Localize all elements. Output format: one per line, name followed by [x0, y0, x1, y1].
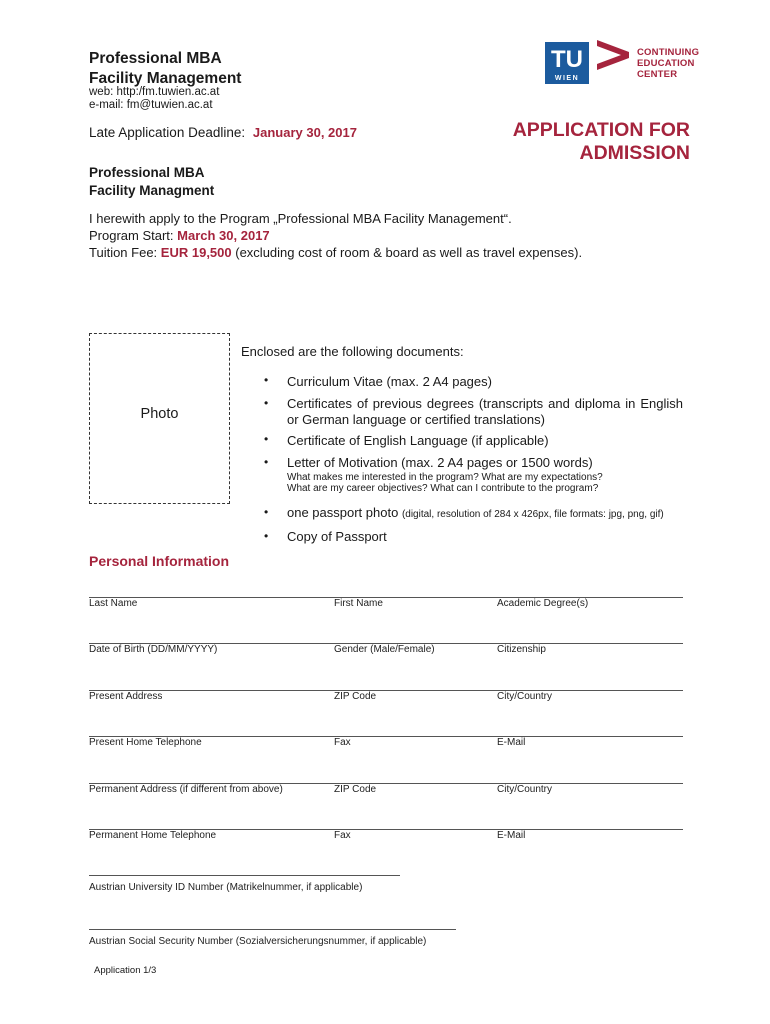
form-row-line[interactable] [89, 690, 683, 691]
form-field-label: Citizenship [497, 644, 546, 656]
bullet: • [264, 455, 269, 469]
logo-text-line-2: EDUCATION [637, 58, 695, 69]
logo-mark-top: TU [551, 46, 583, 73]
motivation-note-1: What makes me interested in the program? What are my expectations? [287, 472, 603, 483]
form-field-label: Permanent Address (if different from above) [89, 783, 283, 795]
form-field-label: Date of Birth (DD/MM/YYYY) [89, 644, 218, 656]
form-field-label: Present Address [89, 690, 163, 702]
form-field-label: ZIP Code [334, 690, 377, 702]
application-title-line-1: APPLICATION FOR [512, 119, 690, 141]
motivation-note-2: What are my career objectives? What can I contribute to the program? [287, 483, 599, 494]
logo-text-line-3: CENTER [637, 69, 678, 80]
documents-heading: Enclosed are the following documents: [241, 344, 464, 359]
social-security-label: Austrian Social Security Number (Sozialversicherungsnummer, if applicable) [89, 936, 427, 947]
title-line-2: Facility Management [89, 70, 242, 87]
email-link[interactable]: e-mail: fm@tuwien.ac.at [89, 99, 213, 111]
doc-item-motivation [287, 455, 683, 494]
bullet: • [264, 505, 269, 519]
application-title [480, 119, 690, 165]
web-link[interactable]: web: http:/fm.tuwien.ac.at [89, 86, 220, 98]
deadline-label: Late Application Deadline: [89, 125, 246, 140]
form-field-label: City/Country [497, 690, 553, 702]
application-title-line-2: ADMISSION [579, 142, 690, 164]
program-title-line-1: Professional MBA [89, 165, 205, 180]
title-line-1: Professional MBA [89, 50, 222, 67]
form-field-label: Last Name [89, 598, 138, 609]
page-footer: Application 1/3 [94, 965, 157, 976]
tu-wien-logo [545, 38, 710, 88]
social-security-line[interactable] [89, 929, 456, 930]
doc-item-photo [287, 505, 717, 523]
doc-item-photo-text: one passport photo [287, 505, 399, 520]
doc-item-passport: Copy of Passport [287, 529, 387, 544]
tuition-fee-label: Tuition Fee: [89, 245, 158, 260]
form-field-label: Permanent Home Telephone [89, 830, 217, 841]
apply-statement: I herewith apply to the Program „Professional MBA Facility Management“. [89, 211, 512, 226]
form-field-label: Gender (Male/Female) [334, 644, 435, 656]
form-field-label: ZIP Code [334, 783, 377, 795]
logo-text [637, 47, 699, 80]
form-field-label: Present Home Telephone [89, 737, 202, 749]
bullet: • [264, 432, 269, 446]
program-intro [89, 210, 582, 261]
logo-text-line-1: CONTINUING [637, 47, 700, 58]
university-id-line[interactable] [89, 875, 400, 876]
tuition-fee-note: (excluding cost of room & board as well as travel expenses). [235, 245, 583, 260]
document-title [89, 49, 241, 89]
program-title [89, 164, 214, 200]
tuition-fee-value: EUR 19,500 [160, 245, 232, 260]
form-field-label: Fax [334, 737, 351, 749]
program-start-label: Program Start: [89, 228, 174, 243]
program-start-value: March 30, 2017 [177, 228, 270, 243]
form-row-line[interactable] [89, 597, 683, 598]
university-id-label: Austrian University ID Number (Matrikelnummer, if applicable) [89, 882, 363, 893]
form-field-label: Academic Degree(s) [497, 598, 589, 609]
bullet: • [264, 373, 269, 387]
deadline [89, 125, 357, 140]
tu-wien-logo-mark-icon [545, 38, 637, 88]
logo-mark-bottom: WIEN [554, 75, 580, 82]
doc-item-motivation-text: Letter of Motivation (max. 2 A4 pages or 1500 words) [287, 455, 593, 470]
doc-item-certificates: Certificates of previous degrees (transcripts and diploma in English or German language or certified translations) [287, 396, 683, 427]
tuition-fee [89, 244, 582, 261]
bullet: • [264, 396, 269, 410]
form-field-label: Fax [334, 830, 351, 841]
doc-item-photo-note: (digital, resolution of 284 x 426px, file formats: jpg, png, gif) [401, 509, 664, 520]
doc-item-english: Certificate of English Language (if applicable) [287, 433, 549, 448]
personal-info-heading: Personal Information [89, 553, 230, 569]
bullet: • [264, 529, 269, 543]
form-field-label: City/Country [497, 783, 553, 795]
deadline-value: January 30, 2017 [252, 125, 357, 140]
doc-item-cv: Curriculum Vitae (max. 2 A4 pages) [287, 374, 492, 389]
form-field-label: First Name [334, 598, 383, 609]
form-field-label: E-Mail [497, 737, 526, 749]
program-start [89, 227, 582, 244]
program-title-line-2: Facility Managment [89, 183, 215, 198]
contact-info [89, 86, 219, 112]
photo-label: Photo [140, 406, 179, 422]
form-field-label: E-Mail [497, 830, 526, 841]
